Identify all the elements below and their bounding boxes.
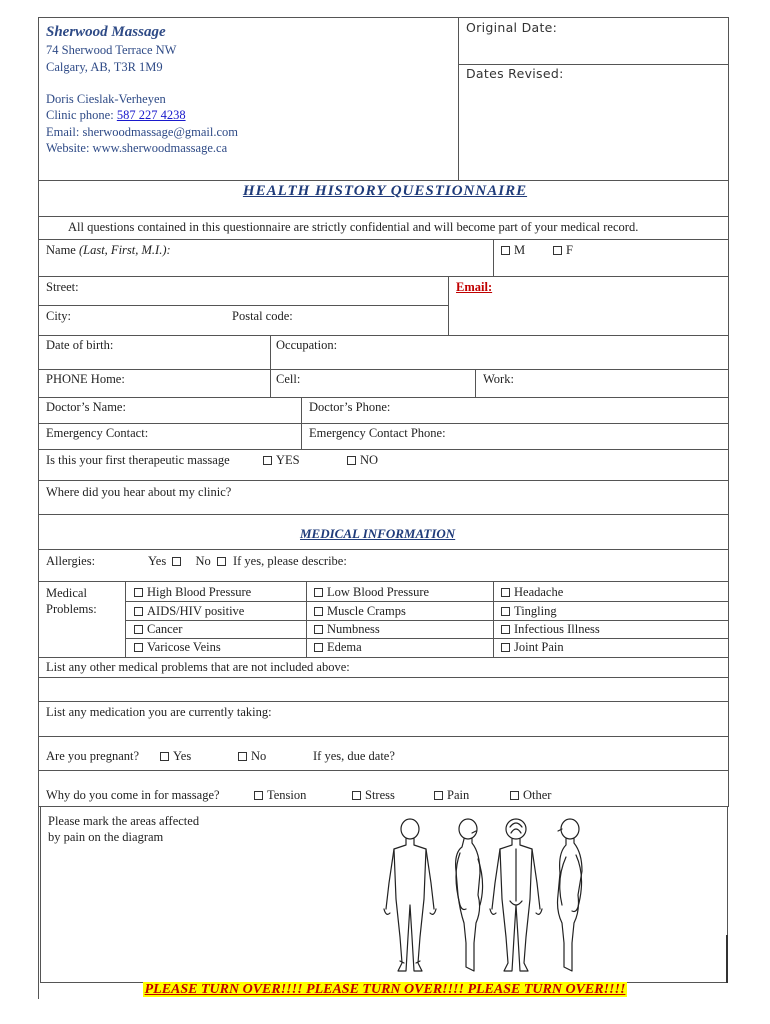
confidential-notice: All questions contained in this questionnaire are strictly confidential and will become part of your medical record. (68, 220, 639, 234)
condition-cancer[interactable] (134, 622, 182, 637)
condition-label: Varicose Veins (147, 640, 221, 654)
reason-label: Other (523, 788, 552, 802)
condition-joint-pain[interactable] (501, 640, 564, 655)
gender-female[interactable] (553, 243, 573, 258)
checkbox-icon[interactable] (501, 588, 510, 597)
col-line (270, 369, 271, 397)
clinic-name: Sherwood Massage (46, 24, 166, 40)
reason-other[interactable] (510, 788, 551, 803)
pregnant-question: Are you pregnant? (46, 749, 140, 763)
phone-home-field[interactable]: PHONE Home: (46, 372, 125, 386)
row-line (38, 657, 729, 658)
condition-high-blood-pressure[interactable] (134, 585, 251, 600)
condition-label: Edema (327, 640, 362, 654)
pregnant-no[interactable] (238, 749, 266, 764)
body-back-figure[interactable] (490, 819, 542, 971)
first-massage-yes-label: YES (276, 453, 300, 467)
clinic-phone (46, 108, 186, 123)
checkbox-icon[interactable] (553, 246, 562, 255)
checkbox-icon[interactable] (314, 607, 323, 616)
form-title: HEALTH HISTORY QUESTIONNAIRE (242, 183, 528, 199)
row-line (38, 549, 729, 550)
form-right-border (728, 181, 729, 806)
dob-field[interactable]: Date of birth: (46, 338, 114, 352)
reason-label: Stress (365, 788, 395, 802)
col-line (270, 335, 271, 369)
pregnant-no-label: No (251, 749, 267, 763)
row-line (38, 581, 729, 582)
col-line (306, 581, 307, 657)
gender-male[interactable] (501, 243, 525, 258)
medical-problems-label (46, 585, 97, 617)
city-field[interactable]: City: (46, 309, 72, 323)
condition-edema[interactable] (314, 640, 362, 655)
condition-tingling[interactable] (501, 604, 557, 619)
row-line (38, 514, 729, 515)
hear-about-field[interactable]: Where did you hear about my clinic? (46, 485, 232, 499)
condition-label: Tingling (514, 604, 557, 618)
gender-male-label: M (514, 243, 526, 257)
allergies-options (148, 554, 347, 569)
checkbox-icon[interactable] (314, 625, 323, 634)
first-massage-question: Is this your first therapeutic massage (46, 453, 230, 467)
checkbox-icon[interactable] (501, 607, 510, 616)
gender-female-label: F (566, 243, 573, 257)
checkbox-icon[interactable] (314, 588, 323, 597)
row-line (38, 701, 729, 702)
allergies-describe: If yes, please describe: (232, 554, 347, 568)
clinic-phone-link[interactable]: 587 227 4238 (116, 108, 186, 122)
row-line (38, 305, 448, 306)
why-massage-question: Why do you come in for massage? (46, 788, 220, 802)
reason-stress[interactable] (352, 788, 395, 803)
row-line (125, 601, 729, 602)
turn-over-text: PLEASE TURN OVER!!!! PLEASE TURN OVER!!!! PLEASE TURN OVER!!!! (144, 982, 626, 997)
medical-problems-label-line2: Problems: (46, 602, 97, 616)
allergies-label: Allergies: (46, 554, 96, 568)
checkbox-icon[interactable] (134, 643, 143, 652)
dates-revised-label: Dates Revised: (466, 66, 564, 81)
checkbox-icon[interactable] (263, 456, 272, 465)
col-line (125, 581, 126, 657)
row-line (38, 216, 729, 217)
checkbox-icon[interactable] (501, 625, 510, 634)
diagram-instructions-line2: by pain on the diagram (48, 830, 164, 844)
body-front-figure[interactable] (384, 819, 436, 971)
checkbox-icon[interactable] (254, 791, 263, 800)
allergies-no-label: No (195, 554, 211, 568)
row-line (38, 335, 729, 336)
checkbox-icon[interactable] (510, 791, 519, 800)
body-diagram[interactable] (370, 813, 610, 979)
reason-label: Tension (267, 788, 307, 802)
col-line (726, 935, 728, 983)
header-divider (458, 17, 459, 181)
row-line (38, 369, 729, 370)
row-line (125, 620, 729, 621)
clinic-website: Website: www.sherwoodmassage.ca (46, 141, 228, 155)
first-massage-no-label: NO (360, 453, 379, 467)
condition-varicose-veins[interactable] (134, 640, 221, 655)
clinic-email: Email: sherwoodmassage@gmail.com (46, 125, 239, 139)
checkbox-icon[interactable] (314, 643, 323, 652)
emergency-contact-field[interactable]: Emergency Contact: (46, 426, 149, 440)
condition-label: Joint Pain (514, 640, 564, 654)
name-label: Name (46, 243, 76, 257)
condition-label: Muscle Cramps (327, 604, 406, 618)
condition-label: Numbness (327, 622, 380, 636)
pregnant-yes-label: Yes (173, 749, 192, 763)
col-line (493, 581, 494, 657)
dates-divider (458, 64, 729, 65)
doctor-phone-field[interactable]: Doctor’s Phone: (309, 400, 391, 414)
row-line (38, 677, 729, 678)
col-line (493, 239, 494, 276)
original-date-label: Original Date: (466, 20, 558, 35)
checkbox-icon[interactable] (501, 246, 510, 255)
checkbox-icon[interactable] (134, 588, 143, 597)
first-massage-no[interactable] (347, 453, 378, 468)
checkbox-icon[interactable] (134, 625, 143, 634)
pregnant-yes[interactable] (160, 749, 191, 764)
row-line (38, 276, 729, 277)
emergency-phone-field[interactable]: Emergency Contact Phone: (309, 426, 446, 440)
clinic-address-line2: Calgary, AB, T3R 1M9 (46, 60, 163, 74)
col-line (475, 369, 476, 397)
diagram-instructions-line1: Please mark the areas affected (48, 814, 200, 828)
checkbox-icon[interactable] (352, 791, 361, 800)
turn-over-banner (0, 982, 770, 998)
diagram-instructions (48, 813, 199, 845)
medication-field[interactable]: List any medication you are currently taking: (46, 705, 272, 719)
first-massage-yes[interactable] (263, 453, 300, 468)
checkbox-icon[interactable] (134, 607, 143, 616)
occupation-field[interactable]: Occupation: (276, 338, 338, 352)
checkbox-icon[interactable] (160, 752, 169, 761)
allergies-no-checkbox[interactable] (217, 557, 226, 566)
clinic-owner: Doris Cieslak-Verheyen (46, 92, 166, 106)
work-phone-field[interactable]: Work: (483, 372, 514, 386)
postal-code-field[interactable]: Postal code: (232, 309, 293, 323)
row-line (38, 423, 729, 424)
row-line (38, 736, 729, 737)
condition-aids-hiv[interactable] (134, 604, 244, 619)
checkbox-icon[interactable] (347, 456, 356, 465)
email-field[interactable]: Email: (456, 280, 493, 294)
condition-low-blood-pressure[interactable] (314, 585, 429, 600)
doctor-name-field[interactable]: Doctor’s Name: (46, 400, 126, 414)
body-side-figure-left[interactable] (456, 819, 483, 971)
row-line (38, 397, 729, 398)
medical-info-title: MEDICAL INFORMATION (300, 526, 456, 541)
name-field[interactable] (46, 243, 171, 258)
condition-label: Low Blood Pressure (327, 585, 430, 599)
col-line (448, 276, 449, 335)
name-hint: (Last, First, M.I.): (78, 243, 171, 257)
condition-label: AIDS/HIV positive (147, 604, 245, 618)
form-left-border (38, 181, 39, 999)
allergies-yes-checkbox[interactable] (172, 557, 181, 566)
clinic-phone-label: Clinic phone: (46, 108, 114, 122)
cell-field[interactable]: Cell: (276, 372, 301, 386)
condition-label: Cancer (147, 622, 183, 636)
reason-label: Pain (447, 788, 470, 802)
condition-label: Infectious Illness (514, 622, 600, 636)
condition-infectious-illness[interactable] (501, 622, 600, 637)
condition-headache[interactable] (501, 585, 563, 600)
condition-muscle-cramps[interactable] (314, 604, 406, 619)
street-field[interactable]: Street: (46, 280, 79, 294)
medical-problems-label-line1: Medical (46, 586, 87, 600)
row-line (38, 239, 729, 240)
allergies-yes-label: Yes (148, 554, 167, 568)
row-line (38, 480, 729, 481)
condition-label: High Blood Pressure (147, 585, 252, 599)
reason-tension[interactable] (254, 788, 306, 803)
checkbox-icon[interactable] (238, 752, 247, 761)
checkbox-icon[interactable] (434, 791, 443, 800)
reason-pain[interactable] (434, 788, 469, 803)
row-line (38, 449, 729, 450)
row-line (38, 770, 729, 771)
condition-label: Headache (514, 585, 564, 599)
due-date-field[interactable]: If yes, due date? (313, 749, 395, 763)
row-line (125, 638, 729, 639)
checkbox-icon[interactable] (501, 643, 510, 652)
other-problems-label: List any other medical problems that are not included above: (46, 660, 350, 674)
condition-numbness[interactable] (314, 622, 380, 637)
clinic-address-line1: 74 Sherwood Terrace NW (46, 43, 177, 57)
body-side-figure-right[interactable] (558, 819, 583, 971)
